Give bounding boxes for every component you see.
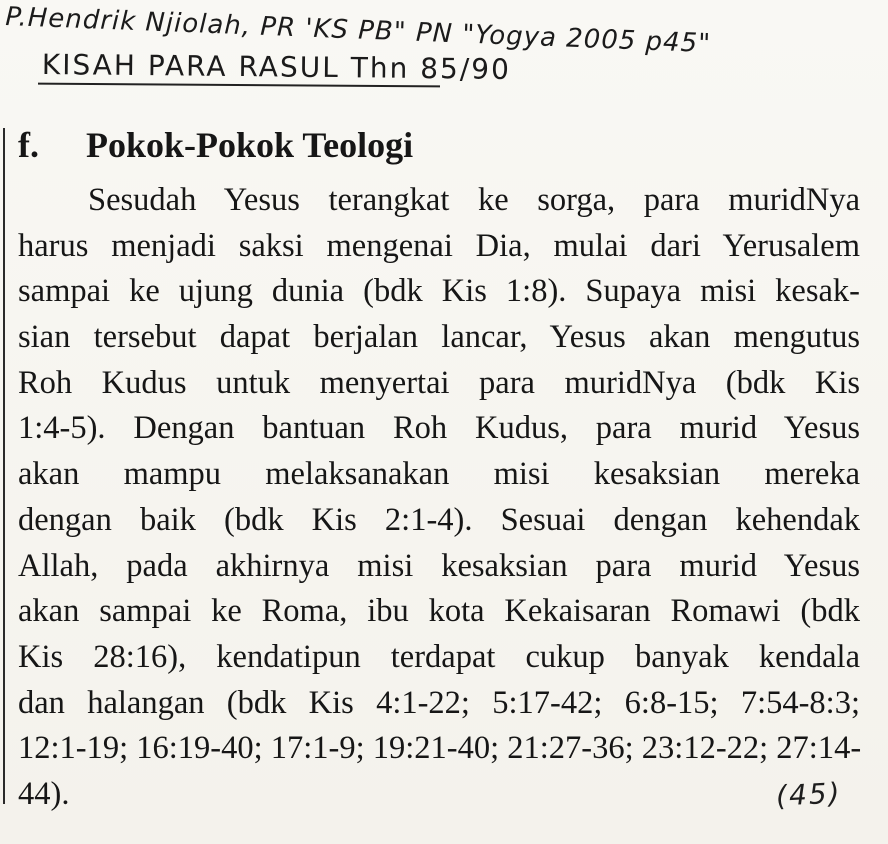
margin-rule — [3, 128, 5, 804]
paragraph-line: dan halangan (bdk Kis 4:1-22; 5:17-42; 6:8-15; 7:54-8:3; — [18, 684, 860, 721]
section-theology — [18, 118, 860, 818]
paragraph-line: sian tersebut dapat berjalan lancar, Yesus akan mengutus — [18, 319, 860, 356]
paragraph-line: 1:4-5). Dengan bantuan Roh Kudus, para murid Yesus — [18, 410, 860, 447]
paragraph-line: akan sampai ke Roma, ibu kota Kekaisaran Romawi (bdk — [18, 593, 860, 630]
paragraph-line: 12:1-19; 16:19-40; 17:1-9; 19:21-40; 21:27-36; 23:12-22; 27:14- — [18, 730, 862, 767]
paragraph-line: sampai ke ujung dunia (bdk Kis 1:8). Supaya misi kesak- — [18, 273, 860, 310]
paragraph-line: dengan baik (bdk Kis 2:1-4). Sesuai dengan kehendak — [18, 501, 860, 538]
paragraph-line: Kis 28:16), kendatipun terdapat cukup banyak kendala — [18, 638, 860, 675]
section-number: f. — [18, 125, 39, 165]
handwritten-citation: P.Hendrik Njiolah, PR 'KS PB" PN "Yogya 2005 p45" — [4, 2, 712, 60]
paragraph-line: Allah, pada akhirnya misi kesaksian para murid Yesus — [18, 547, 860, 584]
section-title: Pokok-Pokok Teologi — [86, 125, 414, 165]
paragraph-line: Roh Kudus untuk menyertai para muridNya (bdk Kis — [18, 364, 860, 401]
handwritten-page-number: (45) — [775, 776, 843, 813]
handwritten-title: KISAH PARA RASUL Thn 85/90 — [41, 48, 512, 86]
paragraph-line: Sesudah Yesus terangkat ke sorga, para muridNya — [88, 182, 860, 218]
paragraph-line: harus menjadi saksi mengenai Dia, mulai dari Yerusalem — [18, 227, 860, 264]
paragraph — [18, 178, 860, 818]
paragraph-line: 44). — [18, 775, 70, 812]
section-heading — [18, 118, 860, 172]
paragraph-line: akan mampu melaksanakan misi kesaksian mereka — [18, 456, 860, 493]
